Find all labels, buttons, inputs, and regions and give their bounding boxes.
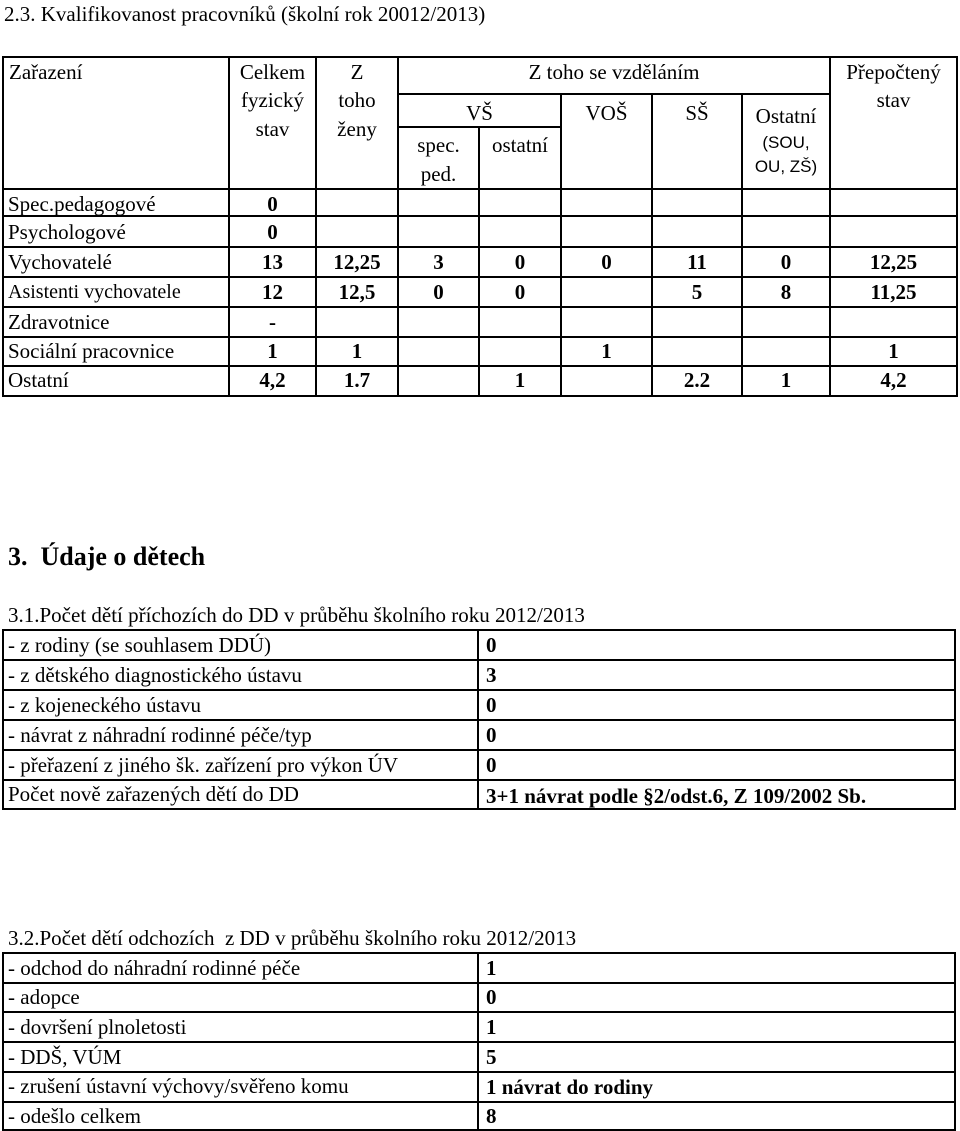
list-item-value: 5 <box>486 1045 497 1069</box>
cell-vos: 0 <box>601 250 612 274</box>
list-item-value: 1 <box>486 956 497 980</box>
list-item-label: - odešlo celkem <box>8 1104 141 1128</box>
row-label: Spec.pedagogové <box>8 192 156 216</box>
row-label: Sociální pracovnice <box>8 339 175 363</box>
cell-vos: 1 <box>601 339 612 363</box>
cell-celkem: 1 <box>267 339 278 363</box>
cell-celkem: 0 <box>267 220 278 244</box>
list-item-value: 0 <box>486 985 497 1009</box>
section-3-2-title: 3.2.Počet dětí odchozích z DD v průběhu školního roku 2012/2013 <box>8 926 577 950</box>
list-item-label: - z dětského diagnostického ústavu <box>8 663 302 687</box>
header-zeny-3: ženy <box>337 117 377 141</box>
list-item-value: 0 <box>486 633 497 657</box>
row-label: Ostatní <box>8 368 69 392</box>
header-prepocteny-2: stav <box>876 88 911 112</box>
cell-ostatni: 0 <box>514 280 526 304</box>
list-item-value: 3 <box>486 663 497 687</box>
header-zarazeni: Zařazení <box>9 60 83 84</box>
list-item-value: 0 <box>486 723 497 747</box>
header-ostatni: ostatní <box>492 133 548 157</box>
header-zeny-1: Z <box>350 60 364 84</box>
cell-zeny: 12,5 <box>338 280 376 304</box>
cell-prep: 11,25 <box>870 280 917 304</box>
cell-prep: 4,2 <box>880 368 907 392</box>
list-item-label: - adopce <box>8 985 80 1009</box>
header-prepocteny-1: Přepočtený <box>846 60 941 84</box>
row-label: Zdravotnice <box>8 310 110 334</box>
section-2-3-title: 2.3. Kvalifikovanost pracovníků (školní rok 20012/2013) <box>4 2 486 26</box>
row-label: Psychologové <box>8 220 126 244</box>
list-item-value: 1 <box>486 1015 497 1039</box>
header-celkem-3: stav <box>255 117 290 141</box>
cell-prep: 12,25 <box>869 250 918 274</box>
header-celkem-2: fyzický <box>241 88 304 112</box>
section-3-heading: 3. Údaje o dětech <box>8 542 206 571</box>
cell-ostatni: 0 <box>514 250 526 274</box>
list-item-label: - přeřazení z jiného šk. zařízení pro výkon ÚV <box>8 753 399 777</box>
header-ostatni-sub-1: (SOU, <box>762 133 810 152</box>
cell-ost: 8 <box>780 280 792 304</box>
cell-celkem: 13 <box>262 250 283 274</box>
header-ostatni-sub-2: OU, ZŠ) <box>754 157 818 176</box>
cell-prep: 1 <box>888 339 899 363</box>
cell-ss: 11 <box>687 250 707 274</box>
cell-ost: 1 <box>780 368 792 392</box>
cell-celkem: - <box>269 310 276 334</box>
cell-zeny: 12,25 <box>333 250 381 274</box>
cell-zeny: 1 <box>351 339 363 363</box>
cell-celkem: 12 <box>262 280 283 304</box>
list-item-value: 1 návrat do rodiny <box>486 1075 654 1099</box>
list-item-label: - DDŠ, VÚM <box>8 1045 122 1069</box>
header-vzdelani: Z toho se vzděláním <box>528 60 700 84</box>
cell-zeny: 1.7 <box>343 368 371 392</box>
cell-celkem: 4,2 <box>259 368 286 392</box>
list-item-label: - odchod do náhradní rodinné péče <box>8 956 301 980</box>
list-item-label: - dovršení plnoletosti <box>8 1015 187 1039</box>
cell-spec: 0 <box>433 280 444 304</box>
list-item-label: - z rodiny (se souhlasem DDÚ) <box>8 633 272 657</box>
list-item-label: - z kojeneckého ústavu <box>8 693 202 717</box>
cell-ss: 5 <box>691 280 703 304</box>
header-celkem-1: Celkem <box>239 60 306 84</box>
header-ostatni-col: Ostatní <box>755 104 817 128</box>
list-item-value: 0 <box>486 693 497 717</box>
list-item-label: Počet nově zařazených dětí do DD <box>8 782 299 806</box>
header-zeny-2: toho <box>338 88 376 112</box>
header-vs: VŠ <box>466 101 493 125</box>
list-item-value: 0 <box>486 753 497 777</box>
header-spec-ped-2: ped. <box>420 162 457 186</box>
cell-celkem: 0 <box>267 192 278 216</box>
row-label: Asistenti vychovatele <box>8 281 181 303</box>
list-item-label: - návrat z náhradní rodinné péče/typ <box>8 723 312 747</box>
cell-ost: 0 <box>780 250 792 274</box>
cell-ostatni: 1 <box>514 368 526 392</box>
header-ss: SŠ <box>685 101 709 125</box>
list-item-value: 8 <box>486 1104 497 1128</box>
list-item-value: 3+1 návrat podle §2/odst.6, Z 109/2002 Sb. <box>486 784 867 808</box>
section-3-1-title: 3.1.Počet dětí příchozích do DD v průběhu školního roku 2012/2013 <box>8 603 585 627</box>
header-vos: VOŠ <box>585 101 628 125</box>
header-spec-ped-1: spec. <box>417 133 460 157</box>
list-item-label: - zrušení ústavní výchovy/svěřeno komu <box>8 1074 349 1098</box>
row-label: Vychovatelé <box>8 250 112 274</box>
cell-spec: 3 <box>433 250 444 274</box>
cell-ss: 2.2 <box>683 368 711 392</box>
